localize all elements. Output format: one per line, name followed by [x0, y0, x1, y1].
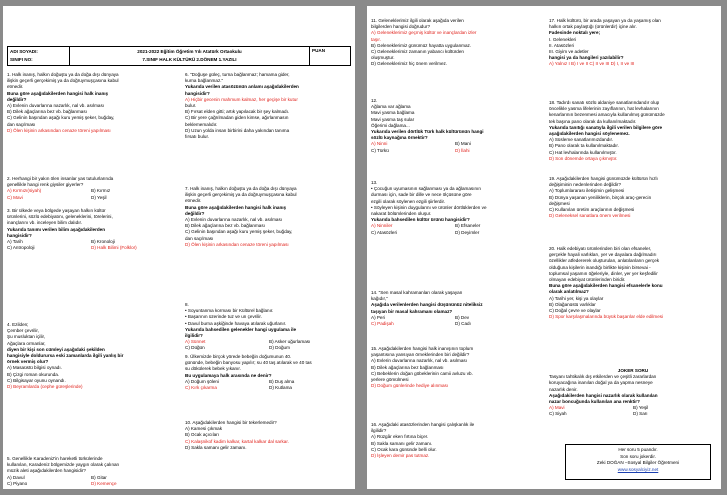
question-text: 9. Ülkemizde birçok yörede bebeğin doğumunun 40.: [185, 354, 292, 359]
answer-option: B) Geleneklerimiz günümüz hayatta uygulanmaz.: [371, 42, 472, 48]
question-text: nakarat bölümlerinden oluşur.: [371, 211, 432, 217]
question-block: [185, 186, 353, 248]
question-text: genellikle hangi renk giysiler giyerler?: [7, 182, 84, 188]
answer-option: B) Sakla samanı gelir zamanı.: [371, 440, 433, 446]
question-text: halkın ortak paylaştığı (ürünlerdir) içine alır.: [549, 24, 637, 30]
answer-option: C) Kırk çıkarma: [185, 385, 217, 391]
question-text: 8.: [185, 302, 189, 307]
question-text: 13.: [371, 180, 378, 185]
answer-option: A) Geleneklerimiz geçmiş kültür ve inançlardan izler: [371, 30, 477, 36]
answer-option: D) Cadı: [455, 321, 471, 327]
score-label: PUAN: [312, 48, 326, 53]
signature-line2: Son soru jokerdir.: [620, 453, 656, 459]
exam-page-1: [3, 6, 355, 489]
answer-option: B) Asker uğurlaması: [269, 339, 311, 345]
signature-line1: Her soru 5 puandır.: [618, 447, 658, 452]
question-prompt: aşağıdakilerden hangisi söylenemez.: [549, 131, 630, 137]
answer-option: A) Evlenin duvarlarına nazarlık, nal vb. asılması: [7, 103, 105, 109]
question-text: 7. Halk inanış, halkın doğuştu ya da doğa dışı dünyaya: [185, 186, 297, 191]
answer-option: A) Toplumlararası iletişimin gelişmesi: [549, 188, 625, 194]
answer-options: [7, 188, 175, 200]
answer-option: C) Siyah: [549, 411, 567, 417]
question-prompt: Yukarıda bahsedilen kültür ürünü hangisidir?: [371, 217, 470, 223]
question-prompt: Aşağıda verilenlerden hangisi düşününüz niteliksiz: [371, 302, 483, 308]
question-text: 10. Aşağıdakilerden hangisi bir tekerlemedir?: [185, 420, 277, 425]
answer-option: D) Sarı: [633, 411, 648, 417]
answer-option: bulur.: [185, 103, 197, 109]
question-block: [549, 18, 717, 68]
question-block: [371, 290, 539, 327]
answer-option: A) Tarihi yer, kişi ya olaylar: [549, 295, 604, 301]
question-text: durması için, sade bir dille ve nece ölçüsüne göre: [371, 192, 472, 198]
answer-options: [185, 379, 353, 391]
question-prompt: hangisiyle doldurursa eski zamanlarda ilgili yanlış bir: [7, 353, 124, 359]
answer-option: B) Dilek ağaçlarına bez vb. bağlanması: [7, 109, 87, 115]
question-prompt: Yukarıda tanıtığı sanatıyla ilgili verilen bilgilere göre: [549, 124, 663, 130]
question-block: [371, 346, 539, 389]
question-text: 14. "Sen masal kahramanları olarak yaşayan: [371, 290, 463, 295]
answer-option: C) Türkü: [371, 147, 389, 153]
answer-option: dan saçılması: [185, 235, 214, 241]
question-prompt: Yukarıda verilen dörtlük Türk halk kültürünün hangi: [371, 129, 484, 135]
question-prompt: sözlü kaynağına örnektir?: [371, 135, 428, 141]
answer-option: C) Ocak kara gününde belli olur.: [371, 446, 437, 452]
question-text: olmayan edebiyat ürünlerinden biridir.: [549, 277, 626, 283]
question-text: Öğerimi dağlama...: [371, 122, 410, 128]
question-text: etmedir.: [185, 198, 202, 204]
question-text: kenarlarının bezenmesi amacıyla kullanılmış günümüzde: [549, 112, 665, 118]
answer-option: A) Süsleme sanatlarımızdandır.: [549, 137, 614, 143]
answer-highlight: D) Ölen kişinin arkasından cenaze töreni yapılması: [7, 127, 111, 133]
question-text: Şu musluktan içilir,: [7, 334, 46, 340]
question-text: 19. Aşağıdakilerden hangisi günümüzde kültürün hızlı: [549, 176, 658, 181]
exam-page-2: [367, 6, 721, 489]
answer-option: D) Kemençe: [91, 480, 117, 486]
question-text: Ağaçlara ormanlar,: [7, 340, 46, 346]
answer-option: B) Efsaneler: [455, 223, 481, 229]
answer-option: D) Deyimler: [455, 229, 480, 235]
answer-options: [549, 405, 717, 417]
question-text: 15. Aşağıdakilerden hangisi halk inanışının toplum: [371, 346, 474, 351]
answer-option: A) Peri: [371, 314, 386, 320]
question-text: özellikler atfedererek oluşturulan, anlatılanların gerçek: [549, 258, 660, 264]
question-prompt: değildir?: [7, 96, 27, 102]
signature-box: [565, 444, 711, 480]
answer-option: C) Padişah: [371, 321, 394, 327]
answer-option: D) Geleneksel sanatlara önem verilmesi: [549, 213, 631, 219]
answer-option: C) Bilgisayar oyunu oynandı.: [7, 377, 66, 383]
question-text: 6. "Doğuşe güleç, turna bağlanmaz; hamama gider,: [185, 72, 290, 77]
question-block: [371, 98, 539, 154]
answer-option: beklememalıdır.: [185, 121, 218, 127]
question-text: bilgilerden hangisi doğrudur?: [371, 24, 430, 30]
question-text: inançlarını vb. inceleyen bilim dalıdır.: [7, 220, 83, 226]
exam-title-line2: 7.SINIF HALK KÜLTÜRÜ 2.DÖNEM 1.YAZILI: [142, 57, 237, 62]
answer-options: [371, 141, 539, 153]
answer-option: D) Halk Bilimi (Folklor): [91, 245, 137, 251]
question-text: • Soyuntanma korması bir Kültürel bağlanır.: [185, 308, 274, 314]
question-prompt: hangisidir?: [7, 232, 32, 238]
answer-option: B) Fırsat elden gitti; artık yapılacak bir şey kalmadı.: [185, 109, 290, 115]
answer-option: C) Antropoloji: [7, 245, 35, 251]
question-text: • Başarının üzerinde tuz ve un çevrilir.: [185, 314, 262, 320]
answer-options: [7, 239, 175, 251]
answer-option: A) Evlenin duvarlarına nazarlık, nal vb. asılması: [185, 217, 283, 223]
answer-option: A) Sünnet: [185, 339, 206, 345]
question-text: ilişkin geçerli gerçekimiş ya da doğruymuşçasına kabul: [7, 78, 119, 84]
question-block: [7, 176, 175, 201]
exam-title: [70, 47, 310, 65]
answer-highlight: A) Yalnız I B) I ve II C) II ve III D) I, II ve III: [549, 61, 635, 67]
class-label: SINIFI NO:: [10, 57, 33, 62]
answer-option: B) Ocak açıcıları: [185, 432, 219, 438]
question-text: kurna bağlanmaz.": [185, 78, 224, 84]
answer-option: C) Mavi: [7, 194, 23, 200]
question-text: • Çocuğun uyumasının sağlanması ya da ağlamasının: [371, 186, 481, 192]
answer-option: fırsatı bulur.: [185, 134, 210, 140]
question-text: öncelikle yasma lifelerinin zayıflarının, hat levhalarının: [549, 106, 659, 112]
answer-option: değişmesi: [549, 200, 570, 206]
question-text: gününde, bebeğin banyosu yapılır; su 40 taş atılarak ve 40 tas: [185, 360, 312, 366]
question-prompt: Yukarıda bahsedilen gelenekler hangi uygulama ile: [185, 326, 297, 332]
answer-option: C) Kullanılan üretim araçlarının değişmesi: [549, 207, 635, 213]
question-text: Tasyanı tahtikalık dış etkilerden ve çeşitli zararlardan: [549, 374, 657, 380]
answer-option: III. Giyim ve adetler: [549, 49, 589, 55]
question-text: kullanılan, Karadeniz bölgemizde yaygın olarak çalınan: [7, 462, 120, 468]
answer-option: A) Kamesi çıkmak: [185, 426, 223, 432]
answer-option: C) Atasözleri: [371, 229, 398, 235]
answer-option: A) Hiçbir gecenin mahmum kalmaz, her geçişe bir kutur: [185, 96, 298, 102]
question-text: su dökülerek bebek yıkanır.: [185, 366, 241, 372]
question-text: 17. Halk kültürü, bir arada yaşayan ya da yaşamış olan: [549, 18, 661, 23]
answer-option: I. Gelenekleri: [549, 36, 577, 42]
question-text: • Davul burna aşkiğinde havaya atılarak uğurlanır.: [185, 320, 287, 326]
question-text: nazarlık denir.: [549, 386, 578, 392]
name-label: ADI SOYADI:: [10, 49, 38, 54]
answer-option: C) Bir yere çağrılmadan giden kimse, ağırlanmasın: [185, 115, 289, 121]
answer-option: B) Dünya yaşanan yeniliklerin, birçok araç-gerecin: [549, 194, 652, 200]
question-block: [185, 302, 353, 352]
answer-option: B) Mani: [455, 141, 471, 147]
question-block: [549, 100, 717, 162]
question-text: 1. Halk inanış, halkın doğuştu ya da doğa dışı dünyaya: [7, 72, 119, 77]
answer-option: C) Gelinin başından aşağı kuru yemiş şeker, buğday,: [185, 229, 293, 235]
question-block: [549, 368, 717, 418]
answer-option: C) Geleneklerimiz zamanın yabancı kültürden: [371, 49, 464, 55]
question-prompt: Yukarıda verilen atasözünün anlamı aşağıdakilerden: [185, 84, 299, 90]
answer-option: D) Yeşil: [91, 194, 107, 200]
answer-options: [185, 339, 353, 351]
answer-option: D) Geleneklerimiz hiç önem verilmez.: [371, 61, 448, 67]
question-text: müzik aleti aşağıdakilerden hangisidir?: [7, 468, 86, 474]
answer-options: [371, 315, 539, 327]
question-prompt: Buna göre aşağıdakilerden hangisi halk inanış: [185, 204, 287, 210]
answer-option: A) Tarih: [7, 239, 23, 245]
answer-option: C) Gelinin başından aşağı kuru yemiş şeker, buğday,: [7, 115, 115, 121]
student-info: [8, 47, 70, 65]
question-block: [185, 72, 353, 140]
answer-option: D) Son dönemde ortaya çıkmıştır.: [549, 155, 618, 161]
question-prompt: ilgilidir?: [185, 333, 203, 339]
answer-option: B) Dilek ağaçlarına bez bağlanması: [371, 364, 444, 370]
question-prompt: nazar boncuğunda kullanılan ana renktir?: [549, 399, 640, 405]
question-block: [371, 180, 539, 236]
answer-option: II. Atasözleri: [549, 42, 575, 48]
question-prompt: hangisidir?: [185, 90, 210, 96]
question-text: ilişkin geçerli gerçekimiş ya da doğruymuşçasına kabul: [185, 192, 297, 198]
answer-option: A) Mavi: [549, 405, 565, 411]
answer-option: dan saçılması: [7, 121, 36, 127]
answer-option: B) Olağanüstü varlıklar: [549, 301, 596, 307]
question-prompt: Buna göre aşağıdakilerden hangisi efsanelerle konu: [549, 283, 663, 289]
question-prompt: olarak anlatılmaz?: [549, 289, 589, 295]
question-prompt: örnek vermiş olur?: [7, 359, 49, 365]
answer-options: [7, 475, 175, 487]
question-text: • Söyleyen kişinin duygularını ve ürünler dörtlüklerden ve: [371, 204, 487, 210]
question-block: [371, 18, 539, 68]
question-text: 16. Aşağıdaki atasözlerinden hangisi çalışkanlık ile: [371, 422, 475, 427]
question-text: tek başına pano olarak da kullanılmaktadır.: [549, 118, 637, 124]
answer-option: D) Beyramlarda (cephe güreşlerinde): [7, 384, 83, 390]
answer-option: D) Sakla samanı gelir zamanı.: [185, 444, 247, 450]
question-text: Mavi yasma taş sular: [371, 116, 415, 122]
answer-option: A) Doğum şöleni: [185, 378, 219, 384]
answer-option: A) Rüzgâr eken fırtına biçer.: [371, 434, 429, 440]
question-prompt: hangisi ya da hangileri yazılabilir?: [549, 55, 624, 61]
answer-option: A) Masaüstü bilgisi oynadı.: [7, 365, 62, 371]
answer-option: B) Pano olarak ta kullanılmaktadır.: [549, 143, 619, 149]
question-text: ilgilidir?: [371, 428, 387, 434]
signature-line3: Zeki DOĞAN –Sosyal Bilgiler Öğretmeni: [596, 460, 680, 466]
question-text: ürünlerini, sözlü edebiyatını, geleneklerini, törelerini,: [7, 214, 113, 220]
question-prompt: Bu uygulamaya halk arasında ne denir?: [185, 372, 272, 378]
answer-option: B) Kırmız: [91, 188, 111, 194]
answer-option: D) Uzun yolda insan birbirini daha yakından tanıma: [185, 127, 290, 133]
answer-option: D) Doğum: [269, 345, 290, 351]
question-text: 12.: [371, 98, 378, 103]
question-text: Ağlama var ağlama: [371, 104, 411, 110]
question-prompt: değildir?: [185, 210, 205, 216]
question-block: [185, 354, 353, 391]
question-text: etmedir.: [7, 84, 24, 90]
answer-option: A) Davul: [7, 474, 25, 480]
answer-option: C) Doğal çevre ve olaylar: [549, 308, 601, 314]
answer-option: A) Kırmızı(siyah): [7, 188, 42, 194]
question-prompt: diyen bir kişi son cümleyi aşağıdaki şekilden: [7, 346, 105, 352]
answer-option: B) Yeşil: [633, 405, 649, 411]
answer-highlight: D) Ölen kişinin arkasından cenaze töreni yapılması: [185, 241, 289, 247]
answer-option: D) İşleyen demir pas tutmaz.: [371, 453, 430, 459]
question-text: 11. Geleneklerimiz ilgili olarak aşağıda verilen: [371, 18, 464, 23]
question-text: 4. Ezilden;: [7, 322, 29, 327]
question-text: yaşantısına yansıyan örneklerinden biri değildir?: [371, 352, 470, 358]
question-text: 5. Genellikle Karadeniz'in hareketli türkülerinde: [7, 456, 103, 461]
answer-option: yerlere gömülmesi: [371, 377, 409, 383]
question-prompt: Aşağıdakilerden hangisi nazarlık olarak kullanılan: [549, 392, 658, 398]
question-text: olduğuna kişilerin inandığı birlikte kişinin birsevai -: [549, 264, 651, 270]
question-block: [7, 72, 175, 134]
answer-option: taşır.: [371, 36, 381, 42]
answer-option: B) Dev: [455, 314, 470, 320]
question-text: Çember çevrilir,: [7, 328, 39, 334]
question-text: 20. Halk edebiyatı ürünlerinden biri olan efsaneler,: [549, 246, 652, 251]
question-text: ezgili olarak söylenen ezgili şiirlerdir.: [371, 198, 446, 204]
question-block: [549, 246, 717, 320]
question-prompt: Fadesinde noktalı yere;: [549, 30, 601, 36]
answer-option: B) Duş alma: [269, 378, 295, 384]
question-text: değişiminin nedenlerinden değildir?: [549, 182, 622, 188]
question-text: 2. Herhangi bir yakın ölen insanlar yas tutulurlarında: [7, 176, 114, 181]
question-block: [7, 456, 175, 487]
answer-option: B) Dilek ağaçlarına bez vb. bağlanması: [185, 223, 265, 229]
question-text: Mavi yasma bağlama: [371, 110, 415, 116]
answer-option: D) İlahi: [455, 147, 470, 153]
question-prompt: taşıyan bir masal kahramanı olamaz?: [371, 308, 453, 314]
question-text: gerçekle hayali varlıkları, yer ve dayalara dağılmadırı: [549, 252, 657, 258]
joker-title: JOKER SORU: [617, 368, 649, 373]
question-block: [185, 420, 353, 451]
question-text: toplumsal yaşamın öğeleriyle, dinler, yer yer keşfedilir: [549, 270, 658, 276]
answer-option: B) Çizgi roman okurunda.: [7, 371, 60, 377]
answer-option: C) Kalaşnikof kadim kalkar, kartal kalkar dal sarkar.: [185, 438, 289, 444]
answer-option: B) Gitar: [91, 474, 107, 480]
question-block: [549, 176, 717, 219]
question-text: koruyacağına inanılan doğal ya da yapma nesneye: [549, 380, 653, 386]
answer-option: A) Ninni: [371, 141, 388, 147]
answer-option: C) Piyano: [7, 480, 28, 486]
answer-option: A) Ninniler: [371, 223, 393, 229]
answer-option: A) Evlerin duvarlarına nazarlık, nal vb. asılması: [371, 358, 467, 364]
exam-title-line1: 2021-2022 Eğitim Öğretim Yılı Atatürk Ortaokulu: [137, 49, 242, 54]
answer-option: D) Kutlama: [269, 385, 292, 391]
answer-option: C) Hat levhalarında kullanılmıştır.: [549, 149, 617, 155]
question-block: [7, 322, 175, 390]
question-text: 18. Tadırdı sanatı sözlü aldaniye sanatlarındandır olup: [549, 100, 660, 105]
question-block: [7, 208, 175, 251]
answer-option: C) Düğün: [185, 345, 205, 351]
answer-option: C) Bebeklerin doğan göbeklerinin camii avluzu vb.: [371, 370, 473, 376]
question-text: 3. Bir ülkede veya bölgede yaşayan halkın kültür: [7, 208, 106, 213]
signature-link[interactable]: www.sosyalciyiz.net: [617, 466, 659, 472]
score-box: [310, 47, 350, 65]
answer-option: B) Kronoloji: [91, 239, 115, 245]
question-block: [371, 422, 539, 459]
answer-option: D) Doğum günlerinde hediye alınması: [371, 383, 449, 389]
question-prompt: Yukarıda tanımı verilen bilim aşağıdakilerden: [7, 226, 106, 232]
answer-option: D) Spor karşılaşmalarında büyük başarılar elde edilmesi: [549, 314, 664, 320]
question-prompt: Buna göre aşağıdakilerden hangisi halk inanış: [7, 90, 109, 96]
answer-options: [371, 223, 539, 235]
answer-option: oluşmuştur.: [371, 55, 395, 61]
exam-header: [7, 46, 351, 66]
question-text: kağıdır,": [371, 296, 388, 302]
